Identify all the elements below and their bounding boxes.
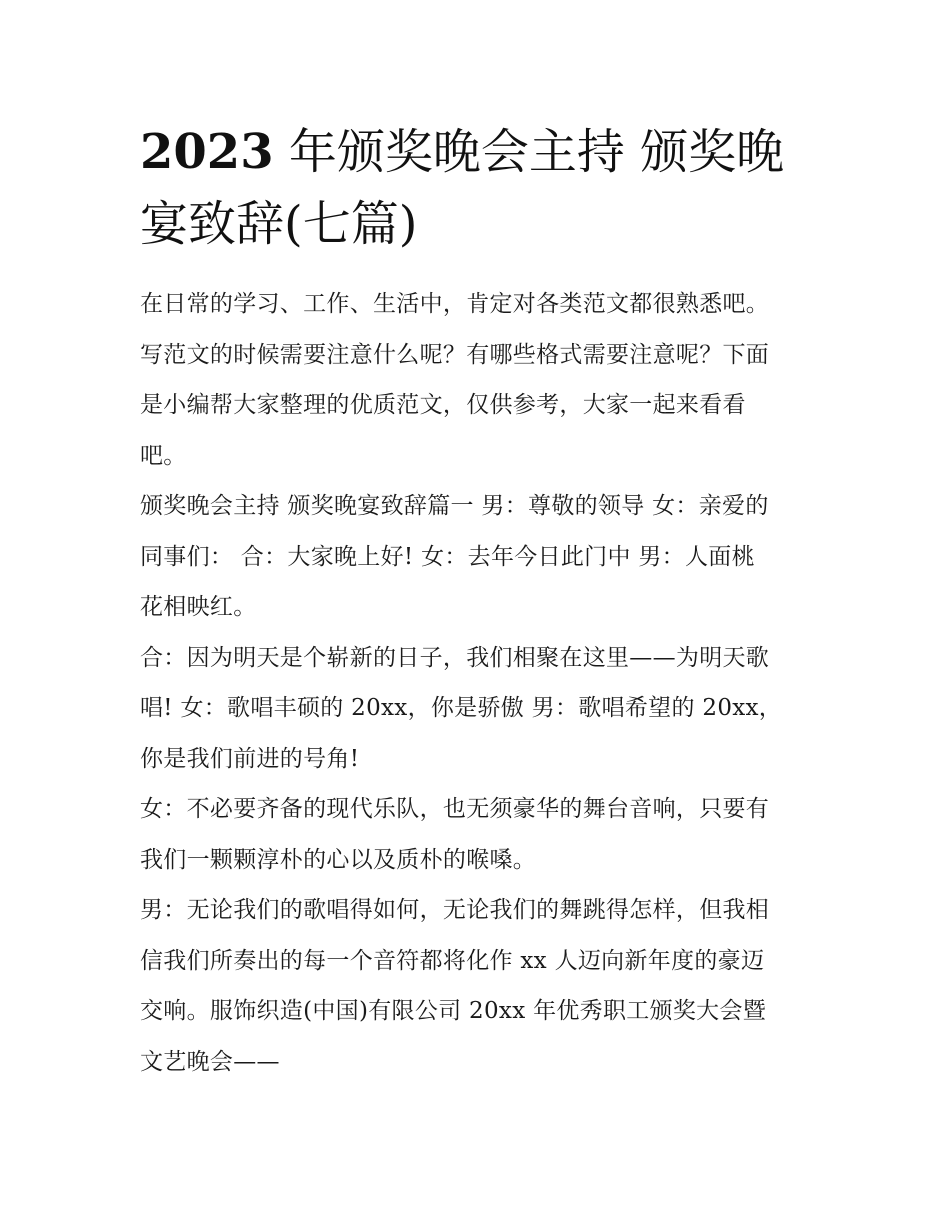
- text-line: 颁奖晚会主持 颁奖晚宴致辞篇一 男：尊敬的领导 女：亲爱的: [140, 493, 769, 519]
- text-line: 写范文的时候需要注意什么呢？有哪些格式需要注意呢？下面: [140, 341, 770, 368]
- paragraph-speech-1: [140, 481, 812, 633]
- text-line: 合：因为明天是个崭新的日子，我们相聚在这里——为明天歌: [140, 644, 770, 671]
- paragraph-speech-2: [140, 633, 812, 785]
- text-line: 同事们： 合：大家晚上好! 女：去年今日此门中 男：人面桃: [140, 543, 755, 570]
- paragraph-speech-3: [140, 784, 812, 885]
- text-line: 唱! 女：歌唱丰硕的 20xx，你是骄傲 男：歌唱希望的 20xx，: [140, 695, 783, 721]
- text-line: 花相映红。: [140, 594, 257, 620]
- title-line-1: [140, 116, 820, 188]
- text-line: 男：无论我们的歌唱得如何，无论我们的舞跳得怎样，但我相: [140, 897, 770, 923]
- text-line: 我们一颗颗淳朴的心以及质朴的喉嗓。: [140, 846, 537, 873]
- text-line: 你是我们前进的号角!: [140, 745, 360, 772]
- text-line: 信我们所奏出的每一个音符都将化作 xx 人迈向新年度的豪迈: [140, 947, 765, 974]
- text-line: 在日常的学习、工作、生活中，肯定对各类范文都很熟悉吧。: [140, 291, 770, 317]
- title-line-1-text: 年颁奖晚会主持 颁奖晚: [288, 124, 785, 180]
- text-line: 吧。: [140, 442, 187, 469]
- title-line-2: 宴致辞(七篇): [140, 196, 418, 252]
- title-year: 2023: [140, 124, 274, 180]
- document-title: [140, 116, 820, 260]
- text-line: 交响。服饰织造(中国)有限公司 20xx 年优秀职工颁奖大会暨: [140, 998, 767, 1024]
- paragraph-speech-4: [140, 885, 812, 1087]
- text-line: 女：不必要齐备的现代乐队，也无须豪华的舞台音响，只要有: [140, 796, 770, 822]
- paragraph-intro: [140, 279, 812, 481]
- text-line: 文艺晚会——: [140, 1048, 280, 1075]
- document-body: [140, 279, 812, 1087]
- text-line: 是小编帮大家整理的优质范文，仅供参考，大家一起来看看: [140, 392, 746, 418]
